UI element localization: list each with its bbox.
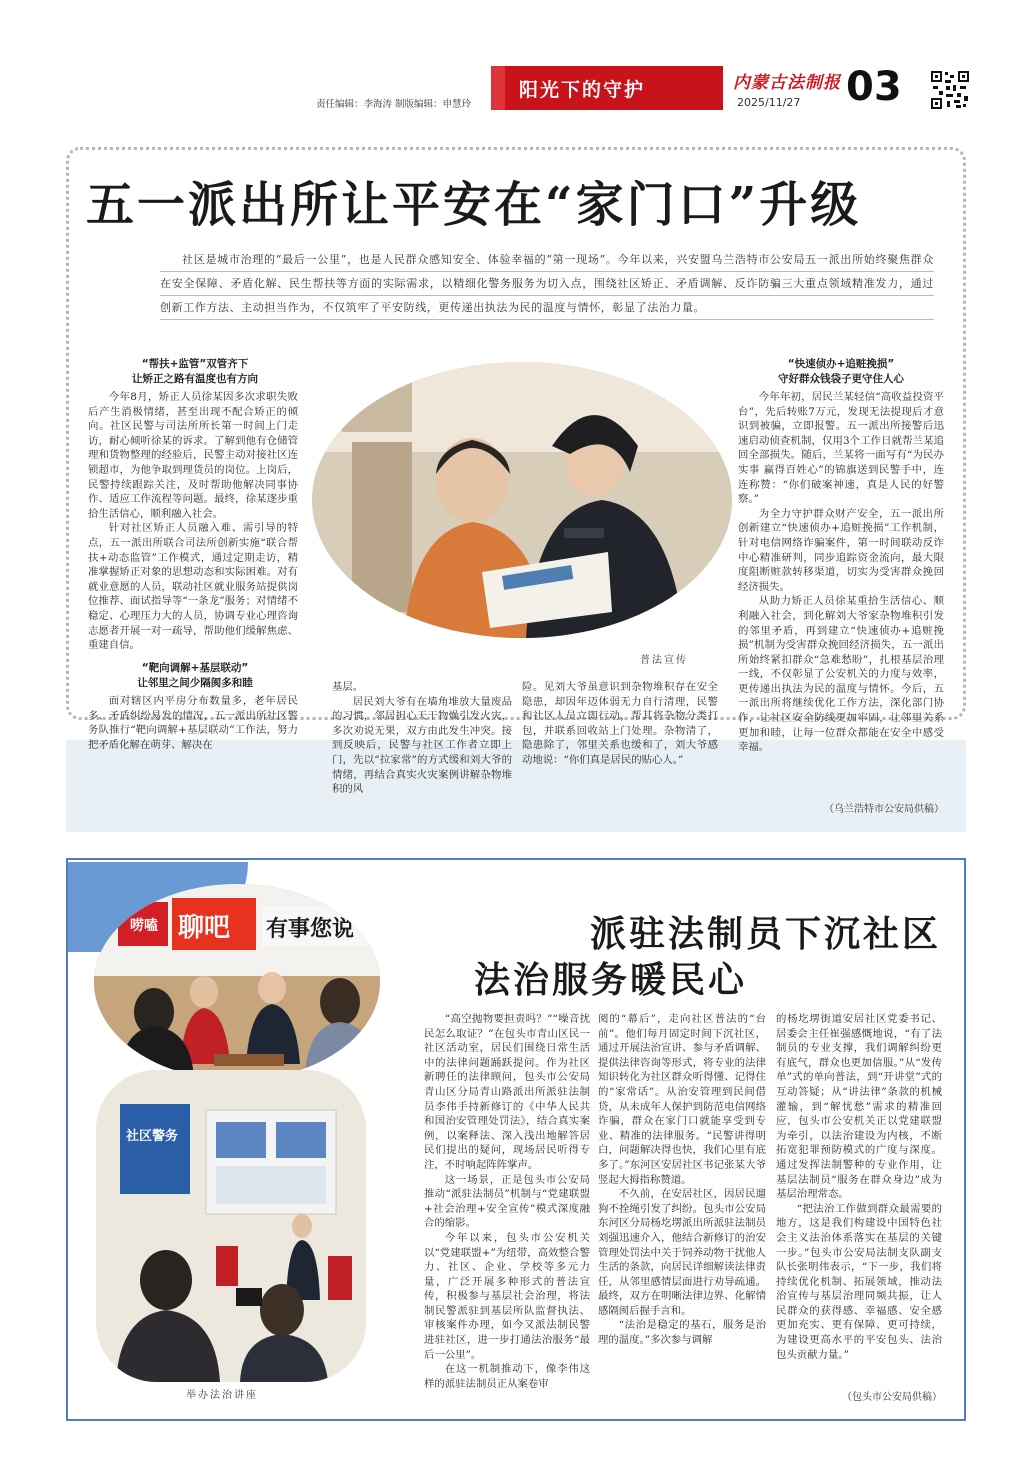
paragraph: 今年以来，包头市公安机关以“党建联盟+”为纽带，高效整合警力、社区、企业、学校等多元力量，广泛开展多种形式的普法宣传，积极参与基层社会治理，将法制民警派驻到基层所队监督执法、审核案件办理，如今又派法制民警进驻社区，进一步打通法治服务“最后一公里”。 <box>424 1231 590 1361</box>
article2-headline-line1: 派驻法制员下沉社区 <box>590 913 942 955</box>
photo-illustration <box>96 1070 366 1382</box>
paragraph: “法治是稳定的基石，服务是治理的温度。”多次参与调解 <box>598 1319 766 1347</box>
middle-column-1 <box>332 680 512 797</box>
article1-lead-text: 社区是城市治理的“最后一公里”，也是人民群众感知安全、体验幸福的“第一现场”。今年以来，兴安盟乌兰浩特市公安局五一派出所始终聚焦群众在安全保障、矛盾化解、民生帮扶等方面的实际需求，以精细化警务服务为切入点，围绕社区矫正、矛盾调解、反诈防骗三大重点领域精准发力，通过创新工作方法、主动担当作为，不仅筑牢了平安防线，更传递出执法为民的温度与情怀，彰显了法治力量。 <box>160 253 934 314</box>
section-banner-text: 阳光下的守护 <box>519 79 646 101</box>
paragraph: 居民刘大爷有在墙角堆放大量废品的习惯，邻居担心天干物燥引发火灾，多次劝说无果，双方由此发生冲突。接到反映后，民警与社区工作者立即上门，先以“拉家常”的方式缓和刘大爷的情绪，再结合真实火灾案例讲解杂物堆积的风 <box>332 695 512 796</box>
paragraph: 这一场景，正是包头市公安局推动“派驻法制员”机制与“党建联盟+社会治理+安全宣传”模式深度融合的缩影。 <box>424 1173 590 1230</box>
section-banner <box>491 66 723 110</box>
paragraph: 今年8月，矫正人员徐某因多次求职失败后产生消极情绪，甚至出现不配合矫正的倾向。社区民警与司法所所长第一时间上门走访，耐心倾听徐某的诉求。了解到他有仓储管理和货物整理的经验后，民警主动对接社区连锁超市，为他争取到理货员的岗位。上岗后，民警持续跟踪关注，及时帮助他解决同事协作、适应工作流程等问题。最终，徐某逐步重拾生活信心，顺利融入社会。 <box>88 391 298 520</box>
article1-lead <box>160 248 934 320</box>
paragraph: 今年年初，居民兰某轻信“高收益投资平台”，先后转账7万元，发现无法提现后才意识到被骗，立即报警。五一派出所接警后迅速启动侦查机制，仅用3个工作日就帮兰某追回全部损失。随后，兰某将一面写有“为民办实事 赢得百姓心”的锦旗送到民警手中，连连称赞：“你们破案神速，真是人民的好警察。” <box>738 391 944 506</box>
paragraph: 为全力守护群众财产安全，五一派出所创新建立“快速侦办+追赃挽损”工作机制，针对电信网络诈骗案件，第一时间联动反诈中心精准研判，同步追踪资金流向，最大限度阻断赃款转移渠道，切实为受害群众挽回经济损失。 <box>738 507 944 593</box>
photo-law-lecture <box>96 1070 366 1382</box>
issue-date: 2025/11/27 <box>737 96 801 109</box>
lead-rule <box>160 271 934 272</box>
paragraph: 不久前，在安居社区，因居民遛狗不拴绳引发了纠纷。包头市公安局东河区分局杨圪塄派出所派驻法制员刘强迅速介入，他结合新修订的治安管理处罚法中关于饲养动物干扰他人生活的条款，向居民详细解读法律责任，从邻里感情层面进行劝导疏通。最终，双方在明晰法律边界、化解情感隔阂后握手言和。 <box>598 1188 766 1317</box>
sign-text-2: 聊吧 <box>178 913 231 943</box>
section2-heading-line1: “靶向调解+基层联动” <box>141 662 249 674</box>
newspaper-logo: 内蒙古法制报 <box>733 73 841 93</box>
paragraph: 在这一机制推动下，像李伟这样的派驻法制员正从案卷审 <box>424 1363 590 1390</box>
editors-line: 责任编辑：李海涛 制版编辑：申慧玲 <box>316 99 472 110</box>
paragraph: “高空抛物要担责吗？”“噪音扰民怎么取证？”在包头市青山区民一社区活动室，居民们围绕日常生活中的法律问题踊跃提问。作为社区新聘任的法律顾问，包头市公安局青山区分局青山路派出所派驻法制员李伟手持新修订的《中华人民共和国治安管理处罚法》，结合真实案例，以案释法、深入浅出地解答居民们提出的疑问，现场居民听得专注，不时响起阵阵掌声。 <box>424 1013 590 1171</box>
page-number: 03 <box>846 64 902 110</box>
section2-body <box>88 694 298 768</box>
section1-heading-line1: “帮扶+监管”双管齐下 <box>141 358 249 370</box>
paragraph: 从助力矫正人员徐某重拾生活信心、顺利融入社会，到化解刘大爷家杂物堆积引发的邻里矛盾，再到建立“快速侦办+追赃挽损”机制为受害群众挽回经济损失，五一派出所始终紧扣群众“急难愁盼”，扎根基层治理一线，不仅彰显了公安机关的力度与效率，更传递出执法为民的温度与情怀。今后，五一派出所将继续优化工作方法，深化部门协作，让社区安全防线更加牢固，让邻里关系更加和睦，让每一位群众都能在安全中感受幸福。 <box>738 595 944 754</box>
article1-headline: 五一派出所让平安在“家门口”升级 <box>86 177 862 233</box>
qr-code-icon <box>930 70 970 110</box>
sign-text-4: 社区警务 <box>126 1129 179 1144</box>
section2-heading-line2: 让邻里之间少隔阂多和睦 <box>137 677 253 689</box>
paragraph: 面对辖区内平房分布数量多，老年居民多、矛盾纠纷易发的情况，五一派出所社区警务队推行“靶向调解+基层联动”工作法，努力把矛盾化解在萌芽、解决在 <box>88 695 298 751</box>
section3-heading-line1: “快速侦办+追赃挽损” <box>787 358 895 370</box>
section1-body <box>88 390 298 653</box>
middle-column-2 <box>522 680 718 768</box>
paragraph: 针对社区矫正人员融入难、需引导的特点，五一派出所联合司法所创新实施“联合帮扶+动态监管”工作模式，通过定期走访，精准掌握矫正对象的思想动态和实际困难。对有就业意愿的人员，联动社区就业服务站提供岗位推荐、面试指导等“一条龙”服务；对情绪不稳定、心理压力大的人员，协调专业心理咨询志愿者开展一对一疏导，帮助他们缓解焦虑、重建自信。 <box>88 522 298 652</box>
section3-heading <box>738 357 944 387</box>
lead-rule <box>160 295 934 296</box>
photo3-caption: 举办法治讲座 <box>186 1390 258 1401</box>
paragraph: “把法治工作做到群众最需要的地方，这是我们构建设中国特色社会主义法治体系落实在基层的关键一步。”包头市公安局法制支队副支队长张明伟表示，“下一步，我们将持续优化机制、拓展领域，推动法治宣传与基层治理同频共振，让人民群众的获得感、幸福感、安全感更加充实、更有保障、更可持续，为建设更高水平的平安包头、法治包头贡献力量。” <box>776 1202 942 1361</box>
article2-credit: （包头市公安局供稿） <box>842 1392 942 1403</box>
lead-rule <box>160 319 934 320</box>
sign-text-1: 唠嗑 <box>130 918 158 934</box>
section3-body <box>738 390 944 755</box>
paragraph: 阅的“幕后”，走向社区普法的“台前”。他们每月固定时间下沉社区，通过开展法治宣讲、参与矛盾调解、提供法律咨询等形式，将专业的法律知识转化为社区群众听得懂、记得住的“家常话”。从治安管理到民间借贷，从未成年人保护到防范电信网络诈骗，群众在家门口就能享受到专业、精准的法律服务。“民警讲得明白，问题解决得也快，我们心里有底多了。”东河区安居社区书记张某大爷竖起大拇指称赞道。 <box>598 1013 766 1186</box>
section3-heading-line2: 守好群众钱袋子更守住人心 <box>778 373 904 385</box>
sign-text-3: 有事您说 <box>266 917 355 942</box>
section2-heading <box>90 661 300 691</box>
paragraph: 险。见刘大爷虽意识到杂物堆积存在安全隐患，却因年迈体弱无力自行清理，民警和社区人员立即行动，帮其将杂物分类打包，并联系回收站上门处理。杂物清了，隐患除了，邻里关系也缓和了，刘大爷感动地说：“你们真是居民的贴心人。” <box>522 681 718 766</box>
photo-illustration <box>312 362 732 638</box>
section1-heading-line2: 让矫正之路有温度也有方向 <box>132 373 258 385</box>
photo1-caption: 普法宣传 <box>640 655 688 666</box>
paragraph: 基层。 <box>332 681 364 693</box>
paragraph: 的杨圪塄街道安居社区党委书记、居委会主任崔强感慨地说，“有了法制员的专业支撑，我们调解纠纷更有底气，群众也更加信服。”从“发传单”式的单向普法，到“开讲堂”式的互动答疑；从“讲法律”条款的机械灌输，到“解忧愁”需求的精准回应，包头市公安机关正以党建联盟为牵引，以法治建设为内核，不断拓宽犯罪预防模式的广度与深度。通过发挥法制警种的专业作用，让基层法制员“服务在群众身边”成为基层治理常态。 <box>776 1013 942 1201</box>
article2-headline-line2: 法治服务暖民心 <box>474 959 748 1001</box>
section1-heading <box>90 357 300 387</box>
photo-law-publicity <box>312 362 732 638</box>
article2-column-3 <box>776 1012 942 1362</box>
article2-column-2 <box>598 1012 766 1348</box>
photo-community-chat <box>94 884 380 1080</box>
article1-credit: （乌兰浩特市公安局供稿） <box>824 804 944 815</box>
photo-illustration <box>94 884 380 1080</box>
article2-column-1 <box>424 1012 590 1391</box>
